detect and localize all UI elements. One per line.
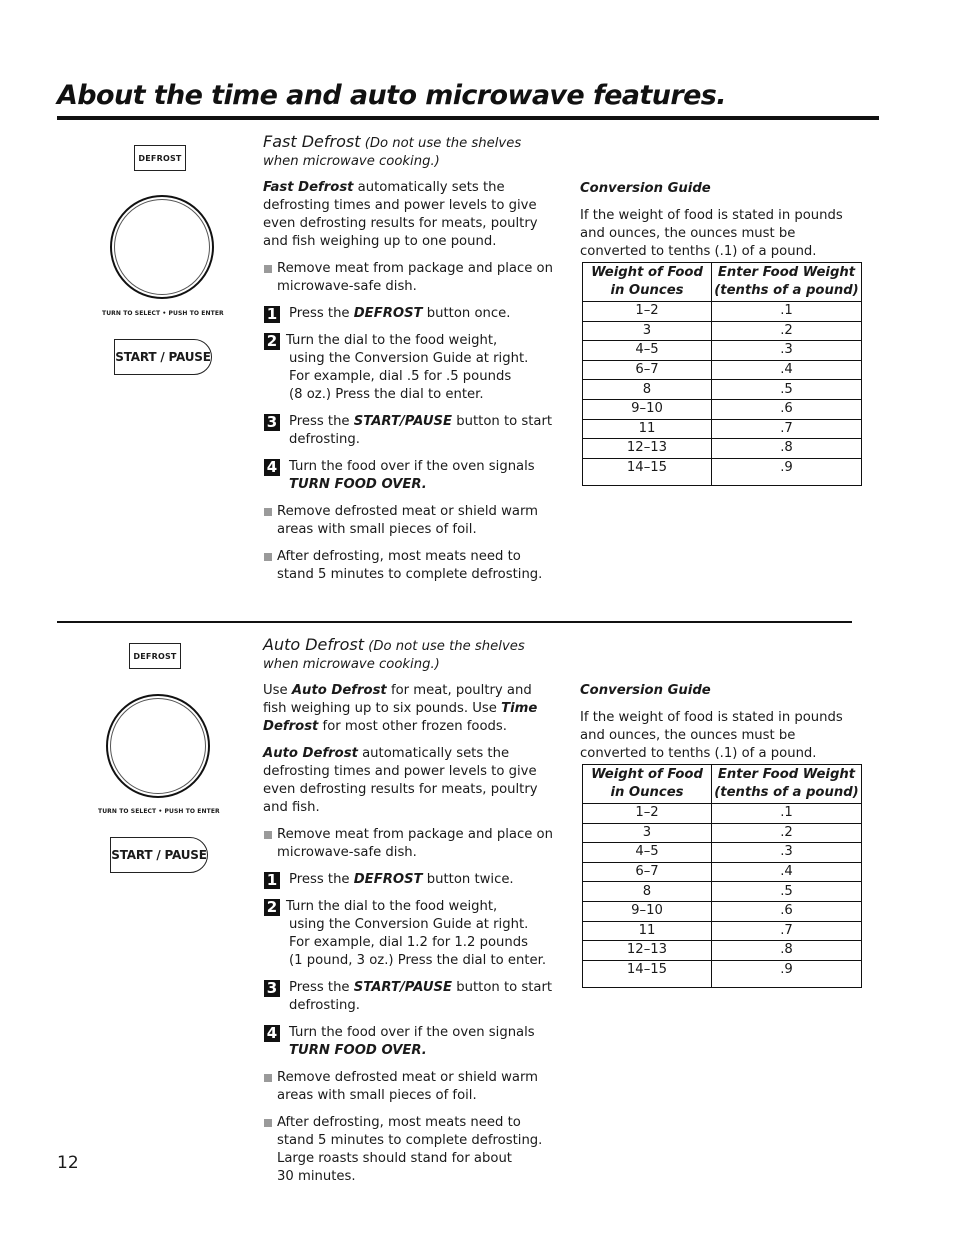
auto-defrost-section xyxy=(263,636,559,1195)
defrost-key: DEFROST xyxy=(134,145,186,171)
bullet-item: Remove meat from package and place on microwave-safe dish. xyxy=(263,260,559,296)
column-header: Enter Food Weight (tenths of a pound) xyxy=(712,765,862,804)
ounces-cell: 11 xyxy=(583,921,712,941)
control-dial xyxy=(110,195,214,299)
table-row xyxy=(583,302,862,322)
auto-defrost-heading xyxy=(263,636,559,674)
pound-cell: .3 xyxy=(712,341,862,361)
table-row xyxy=(583,882,862,902)
ounces-cell: 8 xyxy=(583,882,712,902)
column-header: Enter Food Weight (tenths of a pound) xyxy=(712,263,862,302)
ounces-cell: 4–5 xyxy=(583,341,712,361)
title-rule xyxy=(57,116,879,120)
table-row xyxy=(583,941,862,961)
pound-cell: .9 xyxy=(712,960,862,987)
table-row xyxy=(583,321,862,341)
table-row xyxy=(583,843,862,863)
control-dial xyxy=(106,694,210,798)
page-title: About the time and auto microwave features. xyxy=(57,80,726,111)
ounces-cell: 9–10 xyxy=(583,901,712,921)
ounces-cell: 12–13 xyxy=(583,439,712,459)
table-row xyxy=(583,419,862,439)
table-row xyxy=(583,439,862,459)
table-row xyxy=(583,804,862,824)
ounces-cell: 6–7 xyxy=(583,360,712,380)
step-number: 2 xyxy=(264,899,280,916)
pound-cell: .9 xyxy=(712,458,862,485)
table-row xyxy=(583,862,862,882)
dial-label: TURN TO SELECT • PUSH TO ENTER xyxy=(102,310,224,317)
pound-cell: .7 xyxy=(712,419,862,439)
table-row xyxy=(583,380,862,400)
ounces-cell: 3 xyxy=(583,321,712,341)
step-number: 3 xyxy=(264,414,280,431)
column-header: Weight of Food in Ounces xyxy=(583,765,712,804)
table-row xyxy=(583,921,862,941)
intro-paragraph: Auto Defrost automatically sets the defrosting times and power levels to give even defrosting results for meats, poultry and fish. xyxy=(263,746,538,815)
section-title: Auto Defrost xyxy=(263,635,365,654)
ounces-cell: 11 xyxy=(583,419,712,439)
table-row xyxy=(583,360,862,380)
step-number: 1 xyxy=(264,306,280,323)
step-2: 2 Turn the dial to the food weight, using the Conversion Guide at right. For example, dial .5 for .5 pounds (8 oz.) Press the dial to enter. xyxy=(263,332,559,404)
guide-title: Conversion Guide xyxy=(580,683,711,698)
pound-cell: .4 xyxy=(712,862,862,882)
dial-label: TURN TO SELECT • PUSH TO ENTER xyxy=(98,808,220,815)
fast-defrost-conversion-guide xyxy=(580,180,862,486)
pound-cell: .5 xyxy=(712,882,862,902)
pound-cell: .8 xyxy=(712,439,862,459)
step-2: 2 Turn the dial to the food weight, using the Conversion Guide at right. For example, dial 1.2 for 1.2 pounds (1 pound, 3 oz.) Press the dial to enter. xyxy=(263,898,559,970)
guide-text: If the weight of food is stated in pounds and ounces, the ounces must be converted to tenths (.1) of a pound. xyxy=(580,208,843,259)
table-row xyxy=(583,960,862,987)
pound-cell: .7 xyxy=(712,921,862,941)
step-4: 4 Turn the food over if the oven signals TURN FOOD OVER. xyxy=(263,458,559,494)
pound-cell: .3 xyxy=(712,843,862,863)
bullet-item: Remove meat from package and place on microwave-safe dish. xyxy=(263,826,559,862)
step-3: 3 Press the START/PAUSE button to start defrosting. xyxy=(263,979,559,1015)
step-number: 4 xyxy=(264,1025,280,1042)
step-1: 1 Press the DEFROST button once. xyxy=(263,305,559,323)
section-divider xyxy=(57,621,852,623)
ounces-cell: 14–15 xyxy=(583,458,712,485)
column-header: Weight of Food in Ounces xyxy=(583,263,712,302)
bullet-item: Remove defrosted meat or shield warm areas with small pieces of foil. xyxy=(263,1069,559,1105)
bullet-item: After defrosting, most meats need to stand 5 minutes to complete defrosting. xyxy=(263,548,559,584)
step-4: 4 Turn the food over if the oven signals TURN FOOD OVER. xyxy=(263,1024,559,1060)
section-title: Fast Defrost xyxy=(263,132,361,151)
table-row xyxy=(583,341,862,361)
table-row xyxy=(583,901,862,921)
table-row xyxy=(583,399,862,419)
ounces-cell: 1–2 xyxy=(583,302,712,322)
conversion-table xyxy=(582,262,862,486)
guide-text: If the weight of food is stated in pounds and ounces, the ounces must be converted to tenths (.1) of a pound. xyxy=(580,710,843,761)
ounces-cell: 12–13 xyxy=(583,941,712,961)
section-note: (Do not use the shelves when microwave cooking.) xyxy=(263,639,525,672)
pound-cell: .1 xyxy=(712,302,862,322)
fast-defrost-heading xyxy=(263,133,559,171)
step-number: 1 xyxy=(264,872,280,889)
table-row xyxy=(583,458,862,485)
ounces-cell: 1–2 xyxy=(583,804,712,824)
start-pause-key: START / PAUSE xyxy=(114,339,212,375)
pound-cell: .4 xyxy=(712,360,862,380)
pound-cell: .6 xyxy=(712,399,862,419)
ounces-cell: 8 xyxy=(583,380,712,400)
intro-paragraph: Use Auto Defrost for meat, poultry and fish weighing up to six pounds. Use Time Defrost for most other frozen foods. xyxy=(263,683,538,734)
ounces-cell: 3 xyxy=(583,823,712,843)
ounces-cell: 9–10 xyxy=(583,399,712,419)
ounces-cell: 6–7 xyxy=(583,862,712,882)
pound-cell: .6 xyxy=(712,901,862,921)
page-number: 12 xyxy=(57,1153,79,1173)
conversion-table xyxy=(582,764,862,988)
bullet-item: Remove defrosted meat or shield warm areas with small pieces of foil. xyxy=(263,503,559,539)
defrost-key: DEFROST xyxy=(129,643,181,669)
pound-cell: .2 xyxy=(712,823,862,843)
bullet-item: After defrosting, most meats need to stand 5 minutes to complete defrosting. Large roasts should stand for about 30 minutes. xyxy=(263,1114,559,1186)
step-number: 2 xyxy=(264,333,280,350)
intro-paragraph: Fast Defrost automatically sets the defrosting times and power levels to give even defrosting results for meats, poultry and fish weighing up to one pound. xyxy=(263,180,538,249)
step-number: 4 xyxy=(264,459,280,476)
ounces-cell: 4–5 xyxy=(583,843,712,863)
section-note: (Do not use the shelves when microwave cooking.) xyxy=(263,136,522,169)
step-3: 3 Press the START/PAUSE button to start defrosting. xyxy=(263,413,559,449)
table-row xyxy=(583,823,862,843)
step-1: 1 Press the DEFROST button twice. xyxy=(263,871,559,889)
pound-cell: .2 xyxy=(712,321,862,341)
pound-cell: .1 xyxy=(712,804,862,824)
ounces-cell: 14–15 xyxy=(583,960,712,987)
pound-cell: .8 xyxy=(712,941,862,961)
start-pause-key: START / PAUSE xyxy=(110,837,208,873)
pound-cell: .5 xyxy=(712,380,862,400)
step-number: 3 xyxy=(264,980,280,997)
fast-defrost-section xyxy=(263,133,559,593)
auto-defrost-conversion-guide xyxy=(580,682,862,988)
guide-title: Conversion Guide xyxy=(580,181,711,196)
